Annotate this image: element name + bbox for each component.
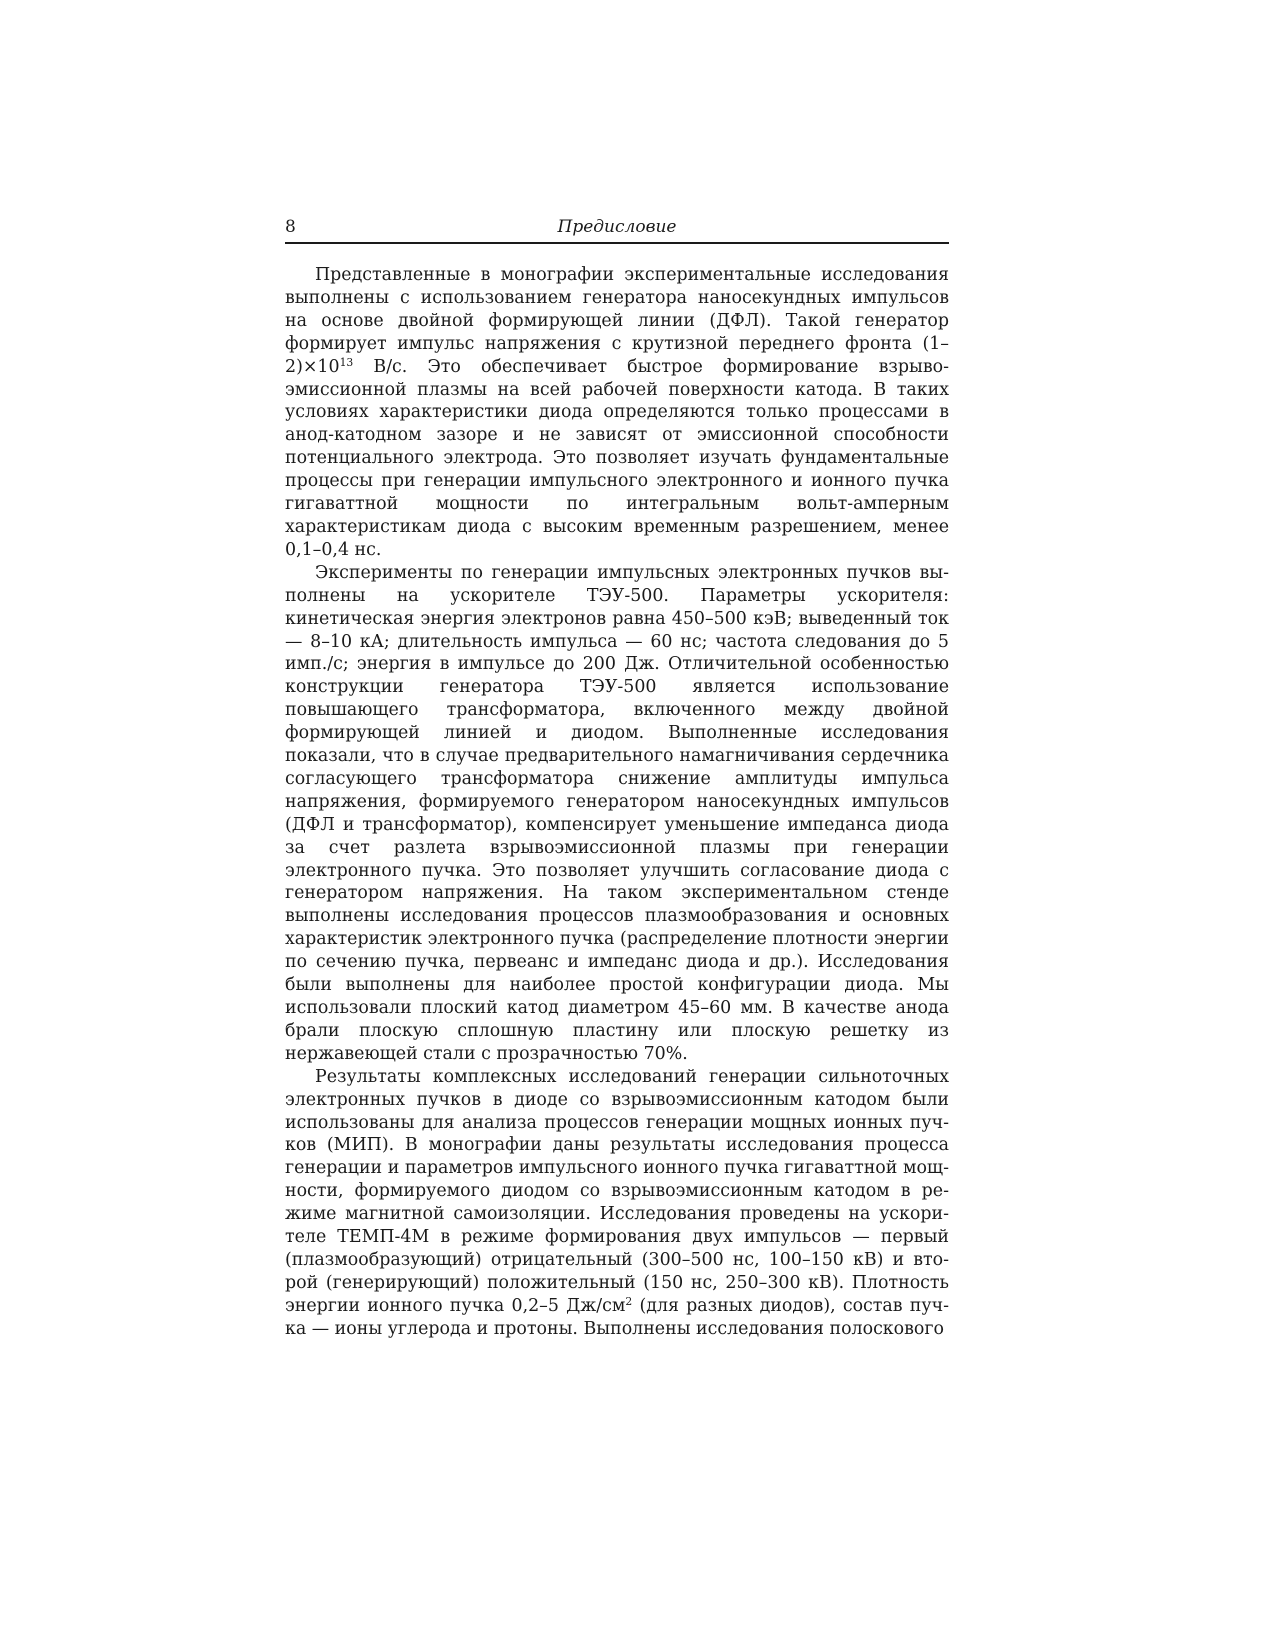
paragraph-3-text-end: (для разных диодов), состав пучка — ионы углерода и протоны. Выполнены исследования полоскового xyxy=(285,1295,949,1339)
book-page xyxy=(285,216,949,1341)
exponent-13: 13 xyxy=(339,355,354,369)
page-number: 8 xyxy=(285,217,296,237)
paragraph-2: Эксперименты по генерации импульсных электронных пучков выполнены на ускорителе ТЭУ-500. Параметры ускорителя: кинетическая энергия электронов равна 450–500 кэВ; выведенный ток — 8–10 кА; длительность импульса — 60 нс; частота следования до 5 имп./с; энергия в импульсе до 200 Дж. Отличительной особенностью конструкции генератора ТЭУ-500 является использование повышающего трансформатора, включенного между двойной формирующей линией и диодом. Выполненные исследования показали, что в случае предварительного намагничивания сердечника согласующего трансформатора снижение амплитуды импульса напряжения, формируемого генератором наносекундных импульсов (ДФЛ и трансформатор), компенсирует уменьшение импеданса диода за счет разлета взрывоэмиссионной плазмы при генерации электронного пучка. Это позволяет улучшить согласование диода с генератором напряжения. На таком экспериментальном стенде выполнены исследования процессов плазмообразования и основных характеристик электронного пучка (распределение плотности энергии по сечению пучка, первеанс и импеданс диода и др.). Исследования были выполнены для наиболее простой конфигурации диода. Мы использовали плоский катод диаметром 45–60 мм. В качестве анода брали плоскую сплошную пластину или плоскую решетку из нержавеющей стали с прозрачностью 70%. xyxy=(285,562,949,1064)
exponent-2: 2 xyxy=(625,1294,633,1308)
paragraph-3 xyxy=(285,1066,949,1341)
paragraph-3-text-start: Результаты комплексных исследований генерации сильноточных электронных пучков в диоде со взрывоэмиссионным катодом были использованы для анализа процессов генерации мощных ионных пучков (МИП). В монографии даны результаты исследования процесса генерации и параметров импульсного ионного пучка гигаваттной мощности, формируемого диодом со взрывоэмиссионным катодом в режиме магнитной самоизоляции. Исследования проведены на ускорителе ТЕМП-4М в режиме формирования двух импульсов — первый (плазмообразующий) отрицательный (300–500 нс, 100–150 кВ) и второй (генерирующий) положительный (150 нс, 250–300 кВ). Плотность энергии ионного пучка 0,2–5 Дж/см xyxy=(285,1066,949,1316)
paragraph-1-text-start: Представленные в монографии экспериментальные исследования выполнены с использованием генератора наносекундных импульсов на основе двойной формирующей линии (ДФЛ). Такой генератор формирует импульс напряжения с крутизной переднего фронта (1–2)×10 xyxy=(285,265,949,377)
paragraph-1-text-end: В/с. Это обеспечивает быстрое формирование взрывоэмиссионной плазмы на всей рабочей поверхности катода. В таких условиях характеристики диода определяются только процессами в анод-катодном зазоре и не зависят от эмиссионной способности потенциального электрода. Это позволяет изучать фундаментальные процессы при генерации импульсного электронного и ионного пучка гигаваттной мощности по интегральным вольт-амперным характеристикам диода с высоким временным разрешением, менее 0,1–0,4 нс. xyxy=(285,356,949,560)
section-title: Предисловие xyxy=(557,217,677,237)
paragraph-1 xyxy=(285,264,949,562)
body-text xyxy=(285,264,949,1341)
running-head xyxy=(285,216,949,244)
